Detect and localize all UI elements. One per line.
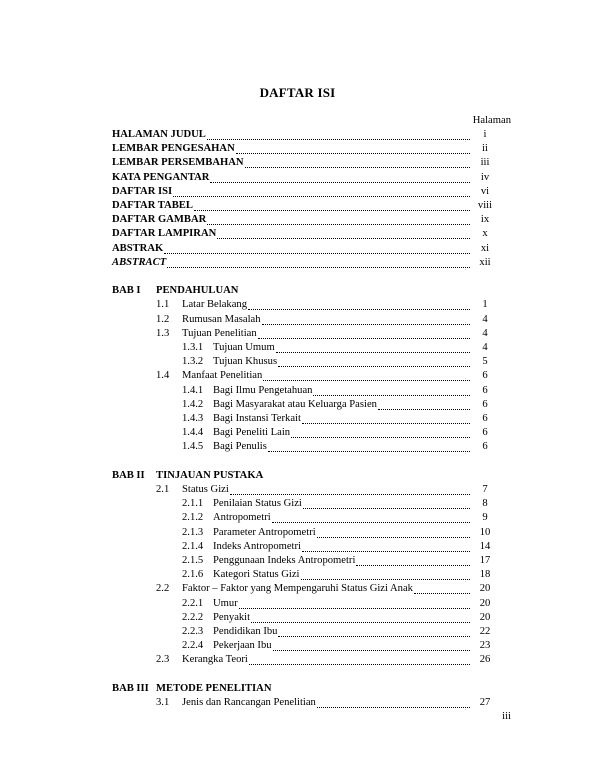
- toc-entry-page: 9: [482, 512, 488, 524]
- toc-subsection-item: [112, 343, 512, 356]
- toc-subsection-item: [112, 528, 512, 541]
- dot-leader: [207, 224, 470, 225]
- toc-entry-number: 2.1.5: [182, 555, 204, 566]
- dot-leader: [167, 267, 470, 268]
- chapter-number: BAB I: [112, 285, 141, 297]
- toc-entry-number: 2.1.2: [182, 512, 204, 524]
- toc-section-item: [112, 315, 512, 328]
- toc-entry-page: 22: [479, 626, 491, 637]
- toc-front-item: [112, 130, 512, 143]
- toc-front-item: [112, 244, 512, 257]
- dot-leader: [302, 423, 470, 424]
- toc-entry-label: Antropometri: [213, 512, 271, 524]
- toc-entry-page: 4: [482, 327, 488, 339]
- toc-entry-number: 1.2: [156, 313, 170, 325]
- toc-entry-page: iii: [480, 157, 490, 169]
- toc-subsection-item: [112, 570, 512, 583]
- toc-entry-label: LEMBAR PERSEMBAHAN: [112, 157, 244, 169]
- toc-entry-label: Bagi Penulis: [213, 441, 267, 453]
- toc-entry-label: Status Gizi: [182, 484, 229, 495]
- toc-entry-label: Penggunaan Indeks Antropometri: [213, 555, 356, 566]
- dot-leader: [317, 537, 470, 538]
- dot-leader: [217, 238, 470, 239]
- toc-entry-label: DAFTAR GAMBAR: [112, 214, 207, 226]
- toc-subsection-item: [112, 513, 512, 526]
- toc-subsection-item: [112, 599, 512, 612]
- toc-entry-label: Latar Belakang: [182, 299, 248, 311]
- toc-entry-label: Bagi Peneliti Lain: [213, 427, 291, 439]
- toc-entry-page: iv: [480, 171, 490, 183]
- toc-entry-page: 20: [479, 597, 491, 609]
- dot-leader: [313, 395, 470, 396]
- toc-section-item: [112, 584, 512, 597]
- dot-leader: [236, 153, 470, 154]
- toc-entry-page: 10: [479, 526, 491, 538]
- toc-entry-number: 2.1.4: [182, 540, 204, 552]
- dot-leader: [210, 182, 470, 183]
- toc-section-item: [112, 655, 512, 668]
- toc-entry-page: 5: [482, 356, 488, 368]
- toc-entry-label: Parameter Antropometri: [213, 526, 316, 538]
- toc-entry-label: DAFTAR ISI: [112, 185, 173, 197]
- chapter-title: PENDAHULUAN: [156, 285, 239, 297]
- toc-front-item: [112, 215, 512, 228]
- chapter-number: BAB III: [112, 682, 149, 694]
- toc-subsection-item: [112, 386, 512, 399]
- toc-entry-label: HALAMAN JUDUL: [112, 129, 206, 140]
- toc-entry-page: xi: [480, 242, 490, 254]
- toc-subsection-item: [112, 414, 512, 427]
- toc-entry-number: 1.4.1: [182, 384, 204, 396]
- toc-entry-label: DAFTAR LAMPIRAN: [112, 228, 217, 240]
- chapter-number: BAB II: [112, 469, 145, 481]
- dot-leader: [302, 551, 470, 552]
- dot-leader: [378, 409, 470, 410]
- toc-front-item: [112, 173, 512, 186]
- toc-front-item: [112, 158, 512, 171]
- dot-leader: [230, 494, 470, 495]
- toc-entry-number: 3.1: [156, 697, 170, 708]
- toc-section-item: [112, 485, 512, 498]
- toc-entry-page: 6: [482, 427, 488, 439]
- toc-subsection-item: [112, 641, 512, 654]
- dot-leader: [278, 366, 470, 367]
- toc-entry-page: 18: [479, 569, 491, 581]
- toc-section-item: [112, 698, 512, 711]
- dot-leader: [356, 565, 470, 566]
- toc-entry-page: 6: [482, 441, 488, 453]
- toc-entry-number: 1.3.1: [182, 342, 204, 353]
- toc-front-item: [112, 201, 512, 214]
- toc-subsection-item: [112, 357, 512, 370]
- toc-entry-page: 26: [479, 654, 491, 666]
- dot-leader: [291, 437, 470, 438]
- toc-entry-number: 2.1.3: [182, 526, 204, 538]
- toc-subsection-item: [112, 428, 512, 441]
- toc-entry-label: Penilaian Status Gizi: [213, 498, 302, 510]
- toc-front-item: [112, 187, 512, 200]
- toc-front-item: [112, 144, 512, 157]
- toc-entry-label: Kerangka Teori: [182, 654, 248, 666]
- toc-entry-label: Pendidikan Ibu: [213, 626, 278, 637]
- dot-leader: [164, 253, 470, 254]
- toc-subsection-item: [112, 556, 512, 569]
- toc-entry-label: Rumusan Masalah: [182, 313, 261, 325]
- toc-entry-label: LEMBAR PENGESAHAN: [112, 143, 235, 155]
- dot-leader: [414, 593, 470, 594]
- toc-entry-page: i: [483, 129, 487, 140]
- toc-entry-label: DAFTAR TABEL: [112, 200, 193, 211]
- toc-entry-label: Tujuan Khusus: [213, 356, 278, 368]
- toc-entry-page: 6: [482, 398, 488, 410]
- toc-entry-label: Tujuan Umum: [213, 342, 275, 353]
- toc-entry-page: x: [482, 228, 488, 240]
- toc-entry-page: 4: [482, 313, 488, 325]
- toc-entry-number: 1.4: [156, 370, 170, 382]
- toc-entry-page: 6: [482, 384, 488, 396]
- dot-leader: [262, 324, 470, 325]
- toc-section-item: [112, 329, 512, 342]
- toc-entry-label: Pekerjaan Ibu: [213, 640, 272, 652]
- dot-leader: [263, 380, 470, 381]
- toc-entry-label: Umur: [213, 597, 238, 609]
- toc-entry-label: Penyakit: [213, 611, 251, 623]
- chapter-title: METODE PENELITIAN: [156, 682, 272, 694]
- toc-entry-page: viii: [477, 200, 493, 211]
- toc-entry-number: 1.4.4: [182, 427, 204, 439]
- dot-leader: [194, 210, 470, 211]
- toc-entry-page: 1: [482, 299, 488, 311]
- toc-entry-number: 1.3: [156, 327, 170, 339]
- dot-leader: [317, 707, 470, 708]
- dot-leader: [258, 338, 470, 339]
- toc-subsection-item: [112, 499, 512, 512]
- chapter-title: TINJAUAN PUSTAKA: [156, 469, 264, 481]
- toc-subsection-item: [112, 613, 512, 626]
- toc-entry-page: 14: [479, 540, 491, 552]
- toc-entry-page: 6: [482, 413, 488, 424]
- toc-subsection-item: [112, 442, 512, 455]
- toc-entry-number: 2.2.3: [182, 626, 204, 637]
- toc-section-item: [112, 371, 512, 384]
- toc-entry-number: 2.2: [156, 583, 170, 595]
- toc-subsection-item: [112, 400, 512, 413]
- toc-entry-label: Jenis dan Rancangan Penelitian: [182, 697, 316, 708]
- dot-leader: [303, 508, 470, 509]
- toc-subsection-item: [112, 542, 512, 555]
- toc-entry-number: 2.2.2: [182, 611, 204, 623]
- toc-entry-number: 2.1.1: [182, 498, 204, 510]
- dot-leader: [207, 139, 470, 140]
- toc-section-item: [112, 300, 512, 313]
- toc-entry-number: 2.3: [156, 654, 170, 666]
- dot-leader: [248, 309, 470, 310]
- toc-entry-number: 1.3.2: [182, 356, 204, 368]
- toc-subsection-item: [112, 627, 512, 640]
- toc-entry-page: vi: [480, 185, 490, 197]
- toc-front-item: [112, 258, 512, 271]
- toc-entry-label: Tujuan Penelitian: [182, 327, 257, 339]
- toc-entry-page: 20: [479, 611, 491, 623]
- toc-entry-page: ii: [482, 143, 488, 155]
- dot-leader: [273, 650, 470, 651]
- toc-entry-label: Faktor – Faktor yang Mempengaruhi Status Gizi Anak: [182, 583, 413, 595]
- dot-leader: [301, 579, 471, 580]
- toc-entry-page: 6: [482, 370, 488, 382]
- toc-entry-page: 4: [482, 342, 488, 353]
- toc-front-item: [112, 229, 512, 242]
- dot-leader: [239, 608, 470, 609]
- page-title: DAFTAR ISI: [259, 85, 336, 100]
- toc-entry-page: 8: [482, 498, 488, 510]
- toc-entry-label: Manfaat Penelitian: [182, 370, 263, 382]
- toc-entry-number: 1.4.5: [182, 441, 204, 453]
- toc-entry-label: Bagi Masyarakat atau Keluarga Pasien: [213, 398, 377, 410]
- toc-entry-number: 2.2.1: [182, 597, 204, 609]
- toc-entry-page: 7: [482, 484, 488, 495]
- toc-entry-page: ix: [480, 214, 490, 226]
- toc-entry-label: Indeks Antropometri: [213, 540, 301, 552]
- toc-entry-number: 2.1: [156, 484, 170, 495]
- toc-entry-page: 27: [479, 697, 491, 708]
- toc-entry-number: 1.4.3: [182, 413, 204, 424]
- page-number: iii: [502, 711, 511, 722]
- toc-entry-page: xii: [479, 256, 491, 268]
- dot-leader: [251, 622, 470, 623]
- toc-entry-label: Bagi Ilmu Pengetahuan: [213, 384, 313, 396]
- toc-entry-label: Bagi Instansi Terkait: [213, 413, 301, 424]
- toc-entry-page: 17: [479, 555, 491, 566]
- dot-leader: [249, 664, 470, 665]
- toc-entry-page: 20: [479, 583, 491, 595]
- dot-leader: [272, 522, 470, 523]
- dot-leader: [245, 167, 470, 168]
- toc-entry-page: 23: [479, 640, 491, 652]
- dot-leader: [268, 451, 470, 452]
- toc-entry-number: 2.2.4: [182, 640, 204, 652]
- toc-entry-label: ABSTRACT: [112, 256, 167, 268]
- page-column-header: Halaman: [472, 115, 511, 126]
- toc-entry-label: ABSTRAK: [112, 242, 164, 254]
- toc-entry-number: 1.1: [156, 299, 170, 311]
- dot-leader: [278, 636, 470, 637]
- toc-entry-label: KATA PENGANTAR: [112, 171, 210, 183]
- toc-entry-number: 2.1.6: [182, 569, 204, 581]
- toc-entry-number: 1.4.2: [182, 398, 204, 410]
- toc-entry-label: Kategori Status Gizi: [213, 569, 300, 581]
- dot-leader: [173, 196, 470, 197]
- dot-leader: [276, 352, 470, 353]
